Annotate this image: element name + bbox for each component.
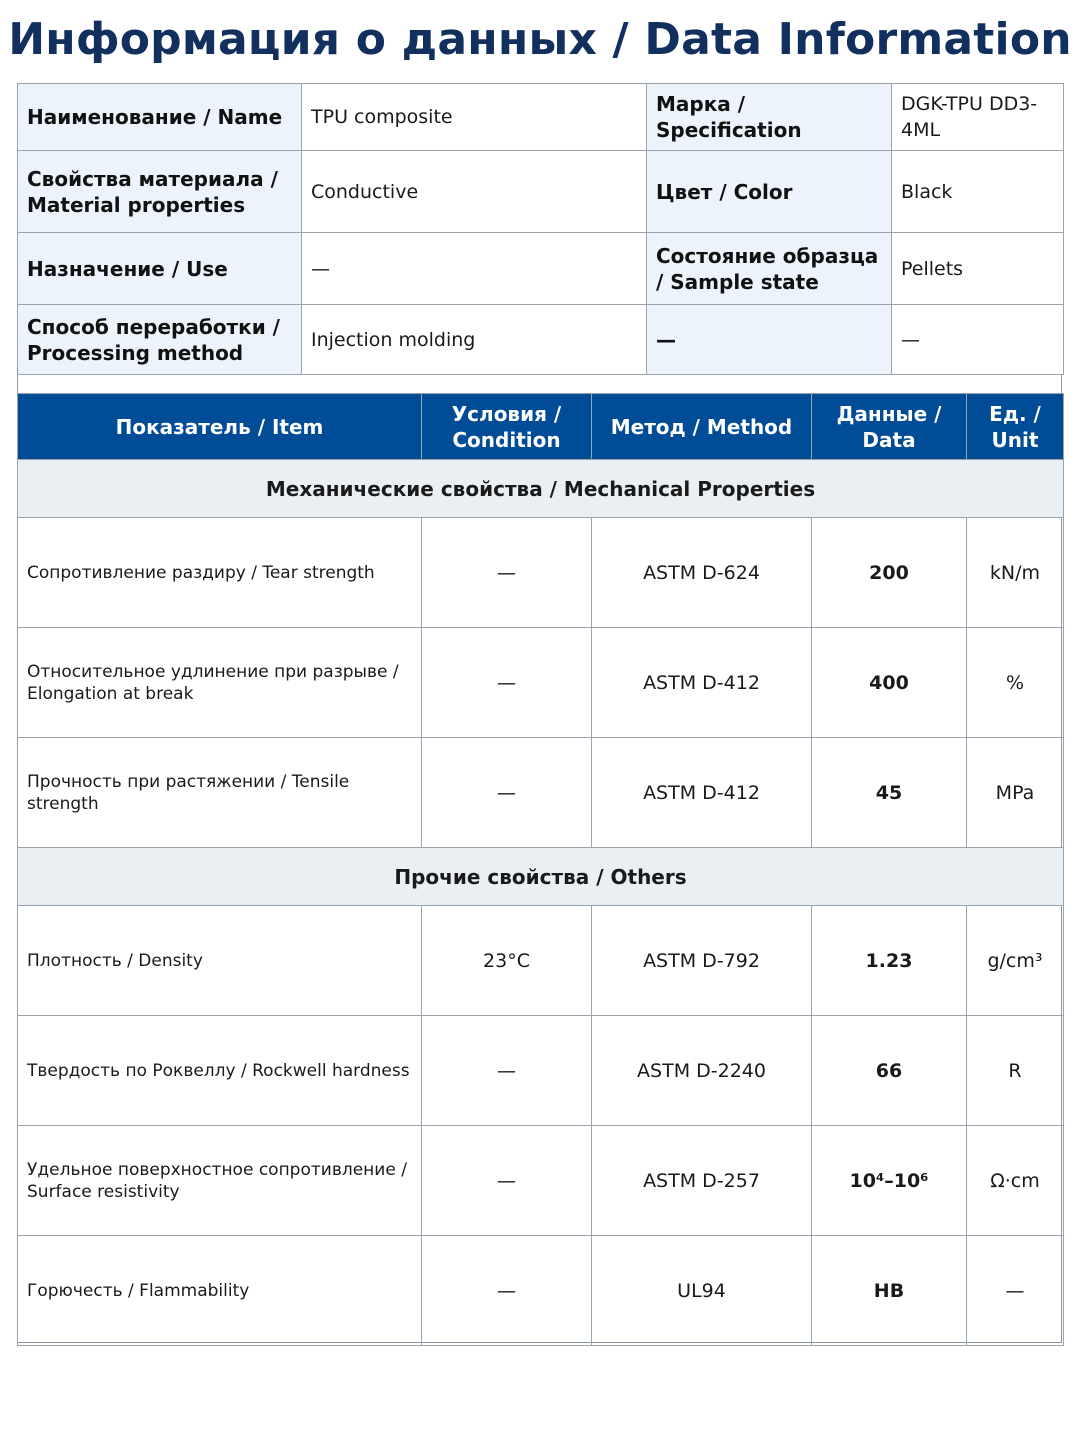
cell-data: HB [812, 1236, 967, 1346]
cell-condition: — [422, 1016, 592, 1126]
info-value-sample-state: Pellets [892, 233, 1064, 305]
info-label-specification: Марка / Specification [647, 84, 892, 151]
table-row [18, 1236, 1064, 1346]
table-row [18, 906, 1064, 1016]
cell-unit: kN/m [967, 518, 1064, 628]
header-condition: Условия / Condition [422, 394, 592, 460]
cell-data: 10⁴–10⁶ [812, 1126, 967, 1236]
info-value-specification: DGK-TPU DD3-4ML [892, 84, 1064, 151]
info-label-name: Наименование / Name [18, 84, 302, 151]
cell-unit: MPa [967, 738, 1064, 848]
info-value-name: TPU composite [302, 84, 647, 151]
info-row [18, 151, 1064, 233]
cell-condition: — [422, 628, 592, 738]
cell-method: UL94 [592, 1236, 812, 1346]
cell-unit: — [967, 1236, 1064, 1346]
header-method: Метод / Method [592, 394, 812, 460]
header-unit: Ед. / Unit [967, 394, 1064, 460]
info-label-sample-state: Состояние образца / Sample state [647, 233, 892, 305]
info-label-color: Цвет / Color [647, 151, 892, 233]
table-row [18, 1126, 1064, 1236]
cell-item: Относительное удлинение при разрыве / Elongation at break [18, 628, 422, 738]
cell-method: ASTM D-257 [592, 1126, 812, 1236]
table-row [18, 628, 1064, 738]
cell-data: 400 [812, 628, 967, 738]
table-header-row [18, 394, 1064, 460]
cell-item: Плотность / Density [18, 906, 422, 1016]
cell-item: Прочность при растяжении / Tensile strength [18, 738, 422, 848]
cell-unit: % [967, 628, 1064, 738]
cell-condition: — [422, 1236, 592, 1346]
info-value-material-properties: Conductive [302, 151, 647, 233]
header-item: Показатель / Item [18, 394, 422, 460]
cell-data: 45 [812, 738, 967, 848]
table-row [18, 518, 1064, 628]
cell-item: Твердость по Роквеллу / Rockwell hardness [18, 1016, 422, 1126]
section-header-others [18, 848, 1064, 906]
section-title: Механические свойства / Mechanical Properties [18, 460, 1064, 518]
cell-method: ASTM D-2240 [592, 1016, 812, 1126]
cell-method: ASTM D-792 [592, 906, 812, 1016]
cell-data: 1.23 [812, 906, 967, 1016]
info-row [18, 233, 1064, 305]
cell-condition: — [422, 738, 592, 848]
section-header-mechanical [18, 460, 1064, 518]
cell-unit: R [967, 1016, 1064, 1126]
table-row [18, 738, 1064, 848]
info-label-processing-method: Способ переработки / Processing method [18, 305, 302, 375]
info-label-empty: — [647, 305, 892, 375]
info-value-use: — [302, 233, 647, 305]
cell-item: Горючесть / Flammability [18, 1236, 422, 1346]
cell-method: ASTM D-624 [592, 518, 812, 628]
cell-condition: — [422, 1126, 592, 1236]
cell-method: ASTM D-412 [592, 628, 812, 738]
cell-unit: g/cm³ [967, 906, 1064, 1016]
table-row [18, 1016, 1064, 1126]
cell-item: Сопротивление раздиру / Tear strength [18, 518, 422, 628]
cell-condition: 23°C [422, 906, 592, 1016]
info-label-use: Назначение / Use [18, 233, 302, 305]
header-data: Данные / Data [812, 394, 967, 460]
info-value-empty: — [892, 305, 1064, 375]
cell-data: 200 [812, 518, 967, 628]
cell-method: ASTM D-412 [592, 738, 812, 848]
properties-table [17, 393, 1064, 1346]
page-title: Информация о данных / Data Information [8, 14, 1072, 65]
cell-data: 66 [812, 1016, 967, 1126]
info-value-color: Black [892, 151, 1064, 233]
section-title: Прочие свойства / Others [18, 848, 1064, 906]
info-row [18, 305, 1064, 375]
info-table [17, 83, 1064, 375]
cell-item: Удельное поверхностное сопротивление / Surface resistivity [18, 1126, 422, 1236]
cell-condition: — [422, 518, 592, 628]
info-label-material-properties: Свойства материала / Material properties [18, 151, 302, 233]
cell-unit: Ω·cm [967, 1126, 1064, 1236]
info-row [18, 84, 1064, 151]
info-value-processing-method: Injection molding [302, 305, 647, 375]
